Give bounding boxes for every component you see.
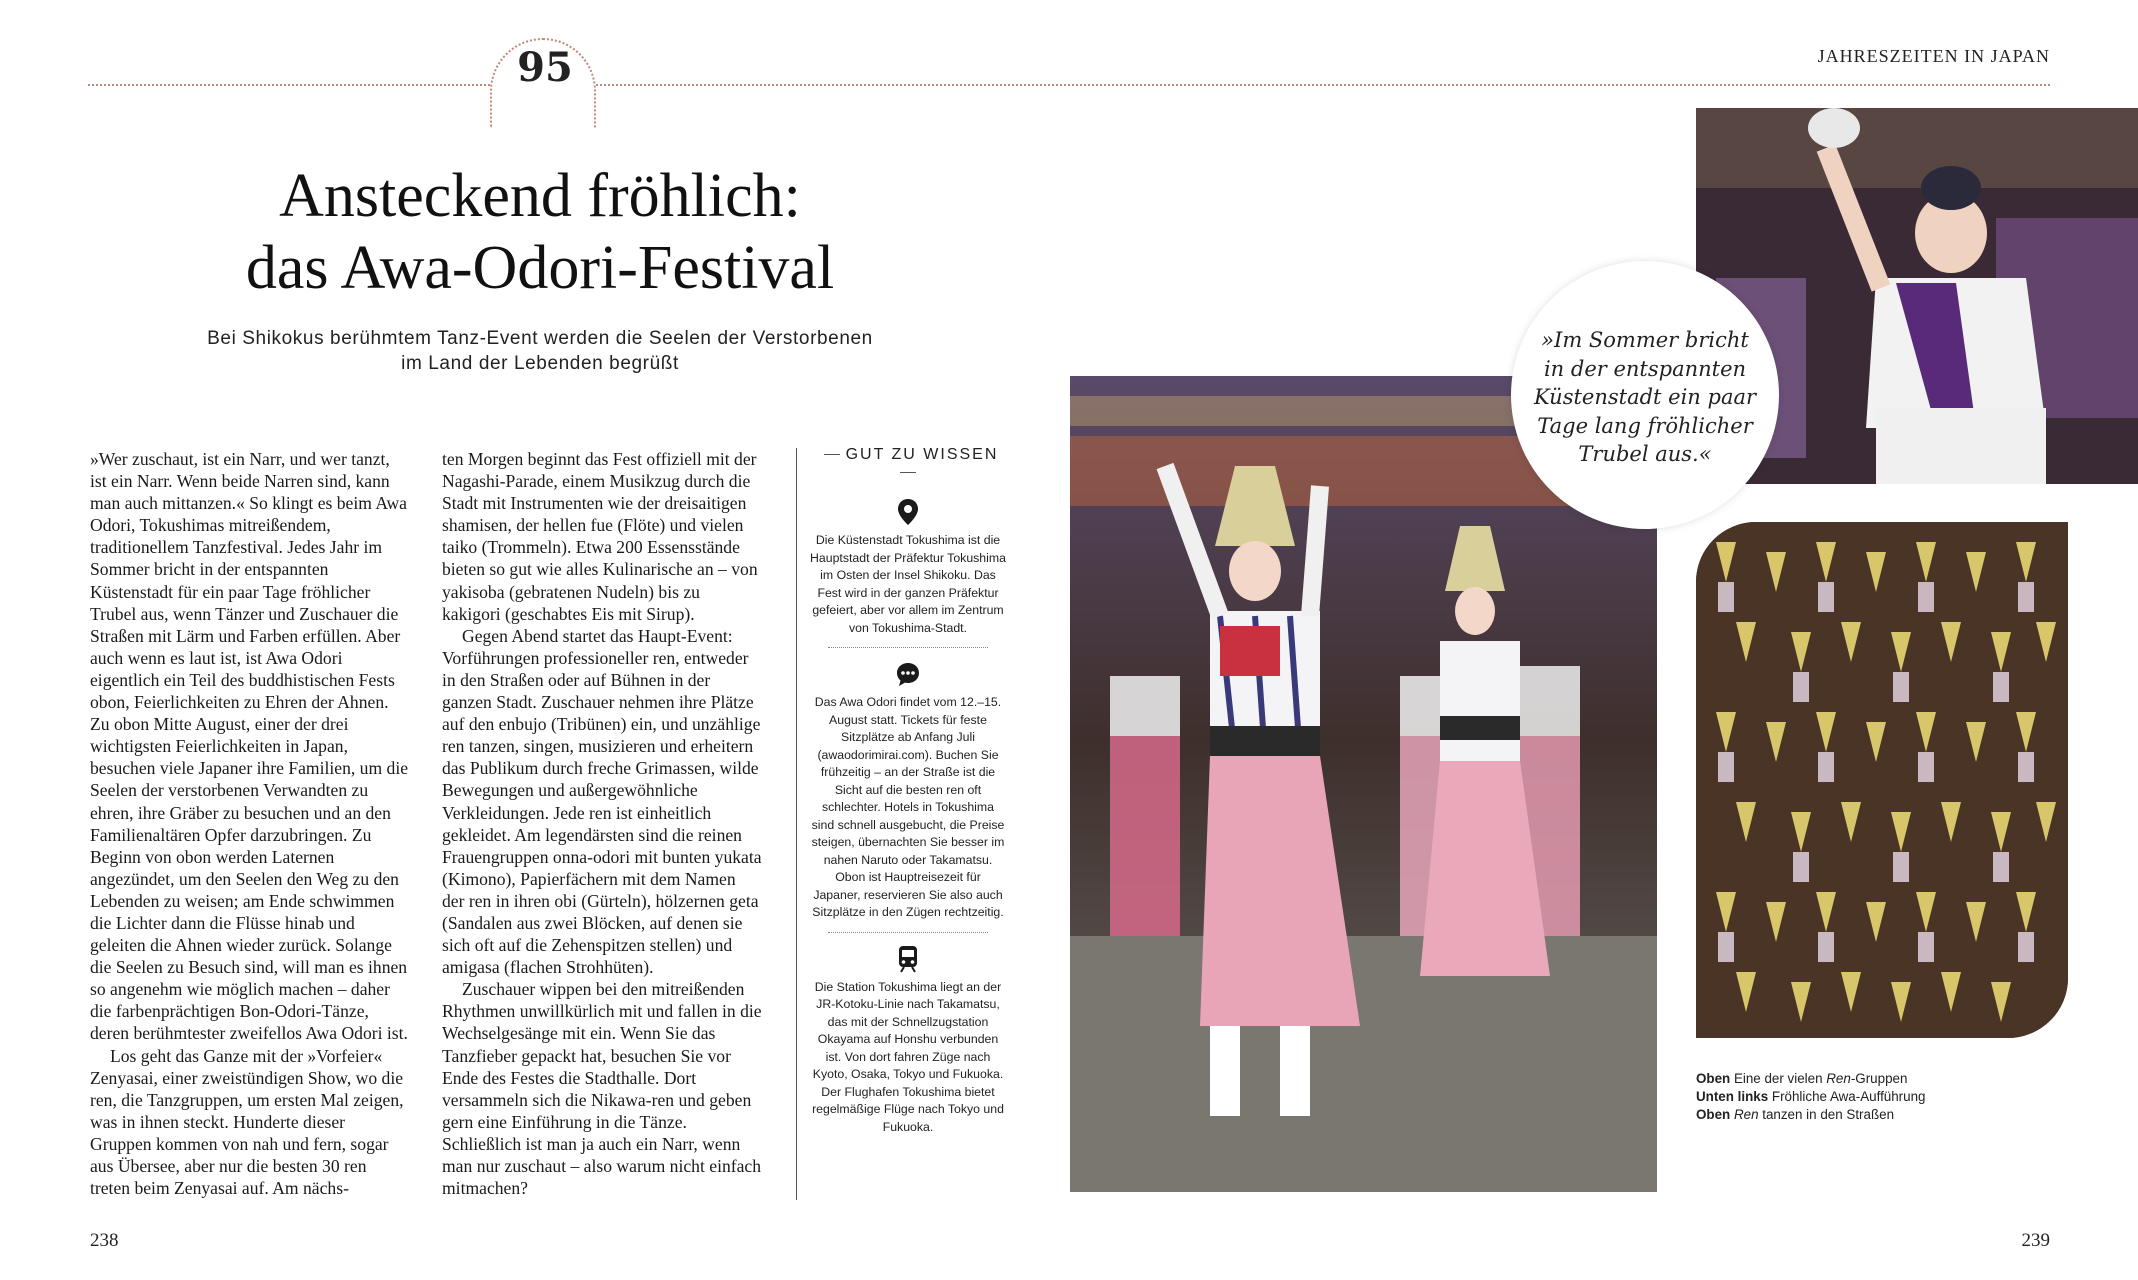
caption-text: -Gruppen	[1850, 1071, 1908, 1086]
caption-label: Oben	[1696, 1071, 1731, 1086]
sidebar-text-info: Das Awa Odori findet vom 12.–15. August statt. Tickets für feste Sitzplätze ab Anfang Juli (awaodorimirai.com). Buchen Sie frühzeitig – an der Straße ist die Sicht auf die besten ren oft schlechter. Hotels in Tokushima sind schnell ausgebucht, die Preise steigen, übernachten Sie besser im nahen Naruto oder Takamatsu. Obon ist Hauptreisezeit für Japaner, reservieren Sie also auch Sitzplätze in den Zügen rechtzeitig.	[811, 695, 1005, 919]
body-column-1	[90, 448, 410, 1199]
header-rule-right	[596, 84, 2050, 86]
photo-captions	[1696, 1070, 1996, 1124]
article-title	[140, 160, 940, 304]
speech-bubble-icon	[895, 660, 921, 688]
sidebar-heading-text: GUT ZU WISSEN	[845, 446, 999, 463]
subtitle-line-1: Bei Shikokus berühmtem Tanz-Event werden die Seelen der Verstorbenen	[207, 328, 873, 349]
caption-italic: Ren	[1730, 1107, 1759, 1122]
location-pin-icon	[895, 498, 921, 526]
page-number-right: 239	[2021, 1230, 2050, 1251]
caption-2	[1696, 1088, 1996, 1106]
caption-text: tanzen in den Straßen	[1758, 1107, 1895, 1122]
sidebar-gut-zu-wissen	[810, 446, 1006, 1144]
body-column-2	[442, 448, 762, 1199]
photo-crowd-hats	[1696, 522, 2068, 1038]
sidebar-divider	[796, 448, 797, 1200]
train-icon	[895, 945, 921, 973]
body-paragraph: Los geht das Ganze mit der »Vorfeier« Zenyasai, einer zweistündigen Show, wo die ren, die Tanzgruppen, um ersten Mal zeigen, was in ihnen steckt. Hunderte dieser Gruppen kommen von nah und fern, sogar aus Übersee, aber nur die besten 30 ren treten beim Zenyasai auf. Am nächs-	[90, 1045, 404, 1199]
heading-dash	[824, 454, 840, 455]
caption-text: Eine der vielen	[1730, 1071, 1827, 1086]
body-paragraph: Zuschauer wippen bei den mitreißenden Rhythmen unwillkürlich mit und fallen in die Wechselgesänge mit ein. Wenn Sie das Tanzfieber gepackt hat, besuchen Sie vor Ende des Festes die Stadthalle. Dort versammeln sich die Nikawa-ren und geben gern eine Einführung in die Tänze. Schließlich ist man ja auch ein Narr, wenn man nur zuschaut – also warum nicht einfach mitmachen?	[442, 979, 762, 1199]
crowd-illustration	[1696, 522, 2068, 1038]
caption-3	[1696, 1106, 1996, 1124]
caption-text: Fröhliche Awa-Aufführung	[1768, 1089, 1926, 1104]
page-number-left: 238	[90, 1230, 119, 1251]
caption-label: Oben	[1696, 1107, 1731, 1122]
caption-label: Unten links	[1696, 1089, 1769, 1104]
body-paragraph: Gegen Abend startet das Haupt-Event: Vorführungen professioneller ren, entweder in den Straßen oder auf Bühnen in der ganzen Stadt. Zuschauer nehmen ihre Plätze auf den enbujo (Tribünen) ein, und unzählige ren tanzen, singen, musizieren und erheitern das Publikum durch freche Grimassen, wilde Bewegungen und außergewöhnliche Verkleidungen. Jede ren ist einheitlich gekleidet. Am legendärsten sind die reinen Frauengruppen onna-odori mit bunten yukata (Kimono), Papierfächern mit dem Namen der ren in ihren obi (Gürteln), hölzernen geta (Sandalen aus zwei Blöcken, auf denen sie sich oft auf die Zehenspitzen stellen) und amigasa (flachen Strohhüten).	[442, 625, 762, 978]
sidebar-heading	[810, 446, 1006, 482]
running-head: JAHRESZEITEN IN JAPAN	[1817, 46, 2050, 66]
sidebar-text-transport: Die Station Tokushima liegt an der JR-Kotoku-Linie nach Takamatsu, das mit der Schnellzugstation Okayama auf Honshu verbunden ist. Von dort fahren Züge nach Kyoto, Osaka, Tokyo und Fukuoka. Der Flughafen Tokushima bietet regelmäßige Flüge nach Tokyo und Fukuoka.	[812, 979, 1004, 1134]
sidebar-separator	[828, 932, 988, 933]
entry-number: 95	[517, 44, 573, 91]
heading-dash	[900, 472, 916, 473]
article-subtitle	[170, 326, 910, 376]
pull-quote: »Im Sommer bricht in der entspannten Küstenstadt ein paar Tage lang fröhlicher Trubel aus.«	[1533, 328, 1757, 466]
title-line-1: Ansteckend fröhlich:	[279, 162, 801, 230]
subtitle-line-2: im Land der Lebenden begrüßt	[401, 353, 679, 374]
caption-1	[1696, 1070, 1996, 1088]
header-rule-left	[88, 84, 490, 86]
title-line-2: das Awa-Odori-Festival	[245, 234, 835, 302]
body-paragraph: »Wer zuschaut, ist ein Narr, und wer tanzt, ist ein Narr. Wenn beide Narren sind, kann man auch mittanzen.« So klingt es beim Awa Odori, Tokushimas mitreißendem, traditionellem Tanzfestival. Jedes Jahr im Sommer bricht in der entspannten Küstenstadt für ein paar Tage fröhlicher Trubel aus, wenn Tänzer und Zuschauer die Straßen mit Lärm und Farben erfüllen. Aber auch wenn es laut ist, ist Awa Odori eigentlich ein Teil des buddhistischen Fests obon, Feierlichkeiten zu Ehren der Ahnen. Zu obon Mitte August, einer der drei wichtigsten Feierlichkeiten in Japan, besuchen viele Japaner ihre Familien, um die Seelen der verstorbenen Verwandten zu ehren, ihre Gräber zu besuchen und an den Familienaltären Opfer darzubringen. Zu Beginn von obon werden Laternen angezündet, um den Seelen den Weg zu den Lebenden zu weisen; am Ende schwimmen die Lichter dann die Flüsse hinab und geleiten die Ahnen wieder zurück. Solange die Seelen zu Besuch sind, will man es ihnen so angenehm wie möglich machen – daher die farbenprächtigen Bon-Odori-Tänze, deren berühmtester zweifellos Awa Odori ist.	[90, 449, 409, 1044]
body-paragraph: ten Morgen beginnt das Fest offiziell mit der Nagashi-Parade, einem Musikzug durch die Stadt mit Instrumenten wie der dreisaitigen shamisen, der hellen fue (Flöte) und vielen taiko (Trommeln). Etwa 200 Essensstände bieten so gut wie alles Kulinarische an – von yakisoba (gebratenen Nudeln) bis zu kakigori (geschabtes Eis mit Sirup).	[442, 449, 758, 624]
caption-italic: Ren	[1826, 1071, 1851, 1086]
sidebar-separator	[828, 647, 988, 648]
sidebar-text-location: Die Küstenstadt Tokushima ist die Hauptstadt der Präfektur Tokushima im Osten der Insel Shikoku. Das Fest wird in der ganzen Präfektur gefeiert, aber vor allem im Zentrum von Tokushima-Stadt.	[810, 533, 1006, 635]
